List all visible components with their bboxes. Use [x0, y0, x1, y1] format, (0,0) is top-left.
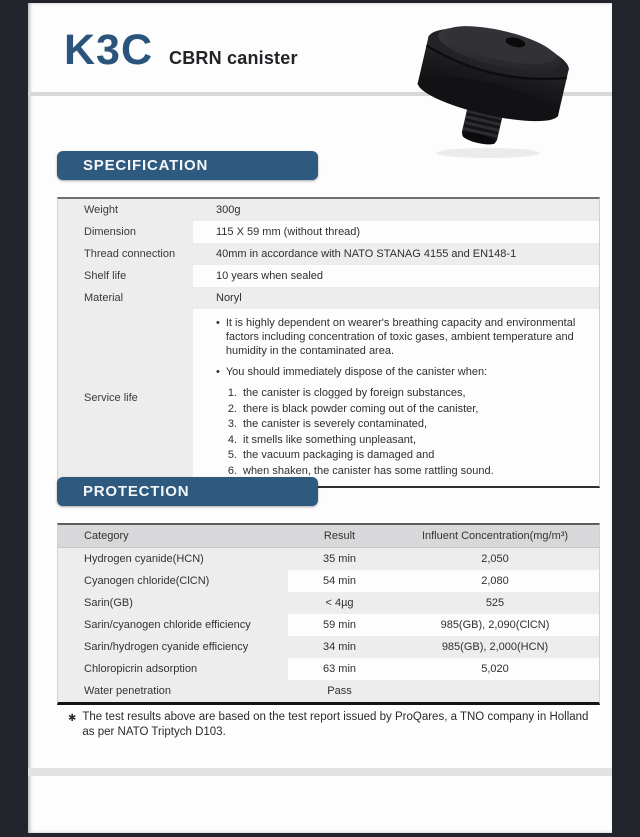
reference-mark-icon: ✱ [68, 713, 77, 724]
condition-item [223, 417, 587, 433]
bullet-text: It is highly dependent on wearer's breathing capacity and environmental factors including concentration of toxic gases, ambient temperature and humidity in the contaminated area. [225, 317, 576, 357]
condition-item [223, 433, 587, 449]
product-title: K3C [64, 26, 154, 74]
condition-item [223, 386, 587, 402]
protection-category-cell: Sarin(GB) [84, 597, 133, 609]
condition-number: 5. [227, 449, 237, 461]
footnote [68, 710, 600, 740]
column-header-concentration: Influent Concentration(mg/m³) [421, 530, 569, 542]
footnote-text: The test results above are based on the test report issued by ProQares, a TNO company in Holland as per NATO Triptych D103. [82, 711, 589, 738]
spec-row-value: 115 X 59 mm (without thread) [193, 221, 599, 243]
protection-table-row [58, 658, 599, 680]
protection-category-cell: Sarin/cyanogen chloride efficiency [84, 619, 251, 631]
spec-row-label: Material [58, 287, 193, 309]
protection-result-cell: 63 min [288, 658, 391, 680]
protection-result-cell: < 4µg [325, 597, 354, 609]
spec-table-row [58, 243, 599, 265]
protection-category-cell: Water penetration [84, 685, 172, 697]
protection-category-cell: Cyanogen chloride(ClCN) [84, 575, 210, 587]
protection-concentration-cell: 985(GB), 2,090(ClCN) [391, 614, 599, 636]
protection-result-cell: 35 min [322, 553, 357, 565]
condition-text: it smells like something unpleasant, [243, 433, 417, 446]
protection-table-row [58, 614, 599, 636]
condition-text: there is black powder coming out of the canister, [243, 402, 479, 415]
spec-row-label: Dimension [58, 221, 193, 243]
page-header [64, 26, 298, 74]
spec-table-row-service-life [58, 309, 599, 486]
condition-item [223, 448, 587, 464]
protection-heading-label: PROTECTION [83, 483, 190, 500]
protection-table-row [58, 592, 599, 614]
service-life-conditions [216, 386, 587, 479]
product-subtitle: CBRN canister [169, 48, 298, 68]
protection-heading [57, 477, 318, 506]
condition-text: the vacuum packaging is damaged and [243, 449, 435, 461]
protection-concentration-cell: 5,020 [391, 658, 599, 680]
protection-table-row [58, 680, 599, 702]
column-header-category: Category [84, 530, 129, 542]
condition-text: when shaken, the canister has some rattling sound. [243, 464, 494, 477]
spec-table-row [58, 199, 599, 221]
protection-result-cell: Pass [327, 685, 352, 697]
spec-table-row [58, 221, 599, 243]
protection-concentration-cell: 525 [485, 597, 505, 609]
protection-result-cell: 34 min [322, 641, 357, 653]
spec-table-row [58, 265, 599, 287]
protection-table [57, 523, 600, 705]
condition-item [223, 402, 587, 418]
service-life-bullet [216, 365, 587, 379]
spec-row-label: Thread connection [58, 243, 193, 265]
spec-row-value: Noryl [193, 287, 599, 309]
specification-table [57, 197, 600, 488]
spec-row-label: Service life [58, 309, 193, 486]
bullet-icon: • [216, 366, 220, 378]
protection-header-row [58, 525, 599, 548]
spec-table-row [58, 287, 599, 309]
service-life-bullet [216, 316, 587, 358]
protection-category-cell: Chloropicrin adsorption [84, 663, 198, 675]
protection-result-cell: 54 min [288, 570, 391, 592]
condition-number: 1. [227, 387, 237, 399]
specification-heading-label: SPECIFICATION [83, 157, 209, 174]
spec-row-label: Weight [58, 199, 193, 221]
datasheet-page [28, 3, 612, 833]
cbrn-canister-photo-icon [396, 11, 586, 159]
protection-concentration-cell: 985(GB), 2,000(HCN) [441, 641, 549, 653]
bullet-icon: • [216, 317, 220, 329]
protection-concentration-cell: 2,080 [391, 570, 599, 592]
condition-number: 6. [227, 464, 237, 477]
column-header-result: Result [323, 530, 356, 542]
protection-category-cell: Sarin/hydrogen cyanide efficiency [84, 641, 249, 653]
bottom-divider [28, 768, 612, 776]
spec-row-value: 10 years when sealed [193, 265, 599, 287]
condition-number: 2. [227, 402, 237, 415]
protection-concentration-cell [391, 680, 599, 702]
bullet-text: You should immediately dispose of the canister when: [225, 366, 488, 378]
protection-category-cell: Hydrogen cyanide(HCN) [84, 553, 204, 565]
spec-row-label: Shelf life [58, 265, 193, 287]
condition-text: the canister is severely contaminated, [243, 418, 428, 430]
specification-heading [57, 151, 318, 180]
protection-result-cell: 59 min [288, 614, 391, 636]
spec-row-value: 40mm in accordance with NATO STANAG 4155 and EN148-1 [193, 243, 599, 265]
protection-table-row [58, 548, 599, 570]
condition-number: 3. [227, 418, 237, 430]
spec-row-value [193, 309, 599, 486]
protection-table-row [58, 636, 599, 658]
condition-text: the canister is clogged by foreign substances, [243, 387, 466, 399]
protection-table-row [58, 570, 599, 592]
condition-number: 4. [227, 433, 237, 446]
spec-row-value: 300g [193, 199, 599, 221]
protection-concentration-cell: 2,050 [481, 553, 509, 565]
product-photo [396, 11, 586, 159]
